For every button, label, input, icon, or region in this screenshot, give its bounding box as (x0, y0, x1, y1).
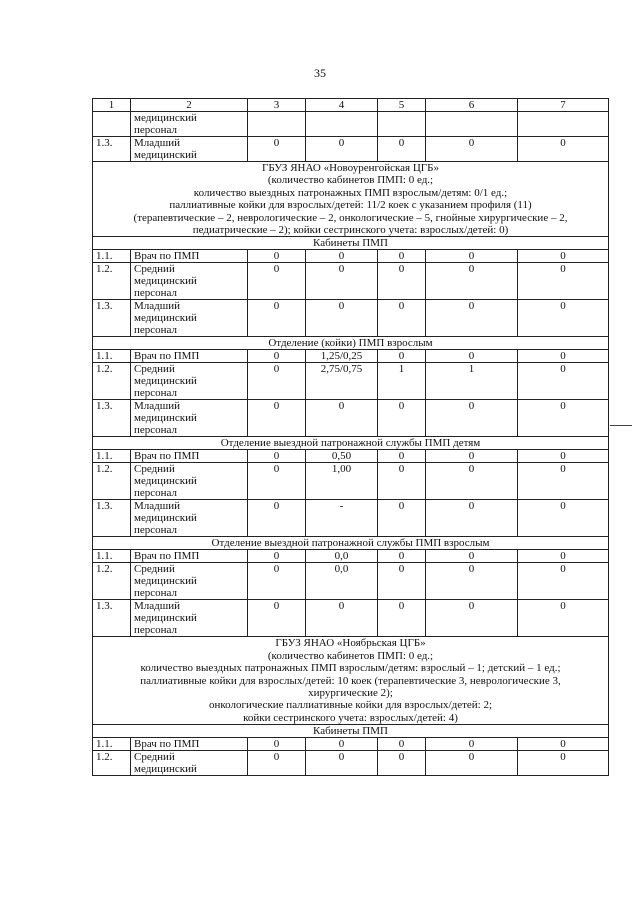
row-number: 1.2. (93, 563, 131, 600)
value-cell-col-4: 0 (306, 400, 378, 437)
institution-section (93, 637, 609, 725)
institution-header-line: количество выездных патронажных ПМП взрослым/детям: 0/1 ед.; (193, 186, 508, 199)
row-number: 1.1. (93, 738, 131, 751)
value-cell-col-4: 0 (306, 600, 378, 637)
staff-category-line: медицинский (134, 475, 197, 488)
value-cell-col-4: 0 (306, 137, 378, 162)
value-cell-col-5: 0 (378, 250, 426, 263)
staff-category-line: медицинский (134, 512, 197, 525)
staff-category (131, 450, 248, 463)
value-cell-col-5: 0 (378, 463, 426, 500)
value-cell-col-5: 0 (378, 600, 426, 637)
value-cell-col-6: 0 (426, 250, 518, 263)
value-cell-col-6: 0 (426, 600, 518, 637)
staff-category-line: персонал (134, 324, 178, 337)
table-row (93, 563, 609, 600)
staff-category-line: медицинский (134, 612, 197, 625)
staff-category (131, 112, 248, 137)
value-cell-col-7: 0 (518, 137, 609, 162)
row-number: 1.3. (93, 300, 131, 337)
value-cell-col-3: 0 (248, 751, 306, 776)
row-number: 1.1. (93, 450, 131, 463)
value-cell-col-7: 0 (518, 300, 609, 337)
value-cell-col-6: 0 (426, 450, 518, 463)
table-row (93, 400, 609, 437)
value-cell-col-6: 0 (426, 263, 518, 300)
staff-category-line: медицинский (134, 275, 197, 288)
value-cell-col-3: 0 (248, 450, 306, 463)
staff-category-line: Средний (134, 263, 175, 276)
value-cell-col-7: 0 (518, 500, 609, 537)
table-row (93, 263, 609, 300)
row-number: 1.2. (93, 363, 131, 400)
value-cell-col-3: 0 (248, 463, 306, 500)
staff-category-line: персонал (134, 124, 178, 136)
staff-category-line: Средний (134, 463, 175, 476)
subsection-title: Отделение (койки) ПМП взрослым (93, 337, 609, 350)
value-cell-col-7: 0 (518, 463, 609, 500)
value-cell-col-5: 0 (378, 550, 426, 563)
staff-category-line: Младший (134, 500, 180, 513)
subsection-row (93, 437, 609, 450)
value-cell-col-5: 0 (378, 350, 426, 363)
value-cell-col-3: 0 (248, 263, 306, 300)
subsection-title: Отделение выездной патронажной службы ПМП детям (93, 437, 609, 450)
staff-category-line: персонал (134, 487, 178, 500)
institution-header-line: (терапевтические – 2, неврологические – 2, онкологические – 5, гнойные хирургические – 2, (133, 211, 568, 224)
column-number: 3 (248, 99, 306, 112)
staff-category (131, 300, 248, 337)
staff-category (131, 463, 248, 500)
subsection-title: Кабинеты ПМП (93, 237, 609, 250)
value-cell-col-3: 0 (248, 250, 306, 263)
row-number: 1.2. (93, 263, 131, 300)
value-cell-col-5: 1 (378, 363, 426, 400)
value-cell-col-3: 0 (248, 600, 306, 637)
column-number: 6 (426, 99, 518, 112)
institution-header-line: паллиативные койки для взрослых/детей: 10 коек (терапевтические 3, неврологические 3, (140, 674, 561, 687)
table-row (93, 112, 609, 137)
page-number: 35 (314, 66, 326, 80)
institution-header (93, 162, 609, 237)
value-cell-col-3: 0 (248, 363, 306, 400)
staff-category (131, 563, 248, 600)
staff-category-line: медицинский (134, 312, 197, 325)
value-cell-col-6: 0 (426, 738, 518, 751)
column-number: 4 (306, 99, 378, 112)
margin-rule (610, 425, 632, 426)
subsection-row (93, 725, 609, 738)
staff-category-line: персонал (134, 424, 178, 437)
value-cell-col-4: - (306, 500, 378, 537)
value-cell-col-7: 0 (518, 350, 609, 363)
institution-header-line: ГБУЗ ЯНАО «Новоуренгойская ЦГБ» (262, 162, 439, 174)
staff-category-line: Врач по ПМП (134, 250, 200, 263)
value-cell-col-6: 0 (426, 563, 518, 600)
value-cell-col-5: 0 (378, 400, 426, 437)
value-cell-col-6: 0 (426, 137, 518, 162)
staff-category (131, 738, 248, 751)
row-number: 1.3. (93, 137, 131, 162)
value-cell-col-6: 0 (426, 350, 518, 363)
row-number (93, 112, 131, 137)
value-cell-col-4: 0,0 (306, 550, 378, 563)
table-row (93, 738, 609, 751)
value-cell-col-3 (248, 112, 306, 137)
value-cell-col-5: 0 (378, 300, 426, 337)
staff-category-line: Младший (134, 137, 180, 149)
staff-category-line: медицинский (134, 149, 197, 161)
row-number: 1.1. (93, 350, 131, 363)
value-cell-col-6: 0 (426, 300, 518, 337)
staff-category-line: Младший (134, 400, 180, 413)
value-cell-col-7: 0 (518, 738, 609, 751)
value-cell-col-3: 0 (248, 137, 306, 162)
institution-header-line: хирургические 2); (308, 687, 393, 700)
value-cell-col-6: 0 (426, 751, 518, 776)
value-cell-col-4: 0 (306, 738, 378, 751)
column-number: 5 (378, 99, 426, 112)
value-cell-col-5: 0 (378, 263, 426, 300)
column-number: 7 (518, 99, 609, 112)
staff-category-line: Младший (134, 600, 180, 613)
value-cell-col-5: 0 (378, 751, 426, 776)
staff-category-line: медицинский (134, 763, 197, 776)
institution-header-line: педиатрические – 2); койки сестринского учета: взрослых/детей: 0) (192, 224, 509, 237)
value-cell-col-5: 0 (378, 738, 426, 751)
staff-category-line: медицинский (134, 412, 197, 425)
value-cell-col-3: 0 (248, 500, 306, 537)
staff-category (131, 500, 248, 537)
value-cell-col-4: 0 (306, 300, 378, 337)
staff-category-line: персонал (134, 287, 178, 300)
subsection-row (93, 537, 609, 550)
table-row (93, 350, 609, 363)
staff-category-line: Врач по ПМП (134, 450, 200, 463)
value-cell-col-6: 0 (426, 500, 518, 537)
table-row (93, 363, 609, 400)
value-cell-col-5: 0 (378, 563, 426, 600)
row-number: 1.1. (93, 550, 131, 563)
staff-category (131, 600, 248, 637)
table-row (93, 463, 609, 500)
row-number: 1.3. (93, 400, 131, 437)
table-row (93, 751, 609, 776)
value-cell-col-3: 0 (248, 300, 306, 337)
institution-header-line: койки сестринского учета: взрослых/детей: 4) (243, 711, 458, 724)
table-row (93, 250, 609, 263)
subsection-row (93, 237, 609, 250)
institution-header-line: паллиативные койки для взрослых/детей: 11/2 коек с указанием профиля (11) (169, 199, 532, 212)
staff-category (131, 400, 248, 437)
staff-category (131, 363, 248, 400)
staff-category-line: персонал (134, 524, 178, 537)
value-cell-col-6: 0 (426, 550, 518, 563)
staff-category (131, 550, 248, 563)
institution-section (93, 162, 609, 237)
staff-category (131, 751, 248, 776)
value-cell-col-7: 0 (518, 263, 609, 300)
row-number: 1.1. (93, 250, 131, 263)
value-cell-col-5: 0 (378, 450, 426, 463)
value-cell-col-5: 0 (378, 500, 426, 537)
subsection-title: Кабинеты ПМП (93, 725, 609, 738)
value-cell-col-6: 0 (426, 400, 518, 437)
staff-category-line: Врач по ПМП (134, 550, 200, 563)
column-number-row (93, 99, 609, 112)
value-cell-col-7: 0 (518, 550, 609, 563)
value-cell-col-7 (518, 112, 609, 137)
value-cell-col-7: 0 (518, 400, 609, 437)
staff-category-line: Врач по ПМП (134, 350, 200, 363)
value-cell-col-3: 0 (248, 738, 306, 751)
staff-category-line: Средний (134, 563, 175, 576)
value-cell-col-3: 0 (248, 350, 306, 363)
row-number: 1.3. (93, 600, 131, 637)
staff-category-line: Средний (134, 751, 175, 764)
value-cell-col-7: 0 (518, 450, 609, 463)
value-cell-col-7: 0 (518, 250, 609, 263)
value-cell-col-3: 0 (248, 563, 306, 600)
value-cell-col-4 (306, 112, 378, 137)
value-cell-col-4: 2,75/0,75 (306, 363, 378, 400)
value-cell-col-4: 0 (306, 250, 378, 263)
value-cell-col-4: 0 (306, 263, 378, 300)
institution-header-line: ГБУЗ ЯНАО «Ноябрьская ЦГБ» (275, 637, 426, 650)
institution-header-line: (количество кабинетов ПМП: 0 ед.; (267, 649, 434, 662)
value-cell-col-6: 0 (426, 463, 518, 500)
staff-category-line: медицинский (134, 112, 197, 124)
staff-category (131, 263, 248, 300)
staff-category-line: Врач по ПМП (134, 738, 200, 751)
value-cell-col-4: 1,25/0,25 (306, 350, 378, 363)
value-cell-col-7: 0 (518, 600, 609, 637)
staff-category (131, 137, 248, 162)
subsection-row (93, 337, 609, 350)
value-cell-col-5 (378, 112, 426, 137)
table-row (93, 550, 609, 563)
institution-header-line: (количество кабинетов ПМП: 0 ед.; (267, 174, 434, 187)
table-row (93, 450, 609, 463)
institution-header (93, 637, 609, 725)
value-cell-col-3: 0 (248, 550, 306, 563)
value-cell-col-6: 1 (426, 363, 518, 400)
table-row (93, 500, 609, 537)
staff-category-line: Средний (134, 363, 175, 376)
staff-category-line: медицинский (134, 575, 197, 588)
value-cell-col-4: 0 (306, 751, 378, 776)
staff-category-line: медицинский (134, 375, 197, 388)
institution-header-line: онкологические паллиативные койки для взрослых/детей: 2; (208, 699, 493, 712)
value-cell-col-4: 1,00 (306, 463, 378, 500)
value-cell-col-4: 0,50 (306, 450, 378, 463)
table-row (93, 300, 609, 337)
value-cell-col-5: 0 (378, 137, 426, 162)
value-cell-col-7: 0 (518, 363, 609, 400)
value-cell-col-7: 0 (518, 751, 609, 776)
value-cell-col-7: 0 (518, 563, 609, 600)
table-row (93, 137, 609, 162)
value-cell-col-4: 0,0 (306, 563, 378, 600)
staffing-table (92, 98, 609, 776)
row-number: 1.3. (93, 500, 131, 537)
institution-header-line: количество выездных патронажных ПМП взрослым/детям: взрослый – 1; детский – 1 ед.; (140, 662, 561, 675)
value-cell-col-6 (426, 112, 518, 137)
value-cell-col-3: 0 (248, 400, 306, 437)
table-row (93, 600, 609, 637)
column-number: 1 (93, 99, 131, 112)
staff-category (131, 350, 248, 363)
staff-category-line: персонал (134, 587, 178, 600)
staff-category-line: персонал (134, 387, 178, 400)
staff-category-line: Младший (134, 300, 180, 313)
column-number: 2 (131, 99, 248, 112)
row-number: 1.2. (93, 463, 131, 500)
row-number: 1.2. (93, 751, 131, 776)
subsection-title: Отделение выездной патронажной службы ПМП взрослым (93, 537, 609, 550)
staff-category (131, 250, 248, 263)
staff-category-line: персонал (134, 624, 178, 637)
